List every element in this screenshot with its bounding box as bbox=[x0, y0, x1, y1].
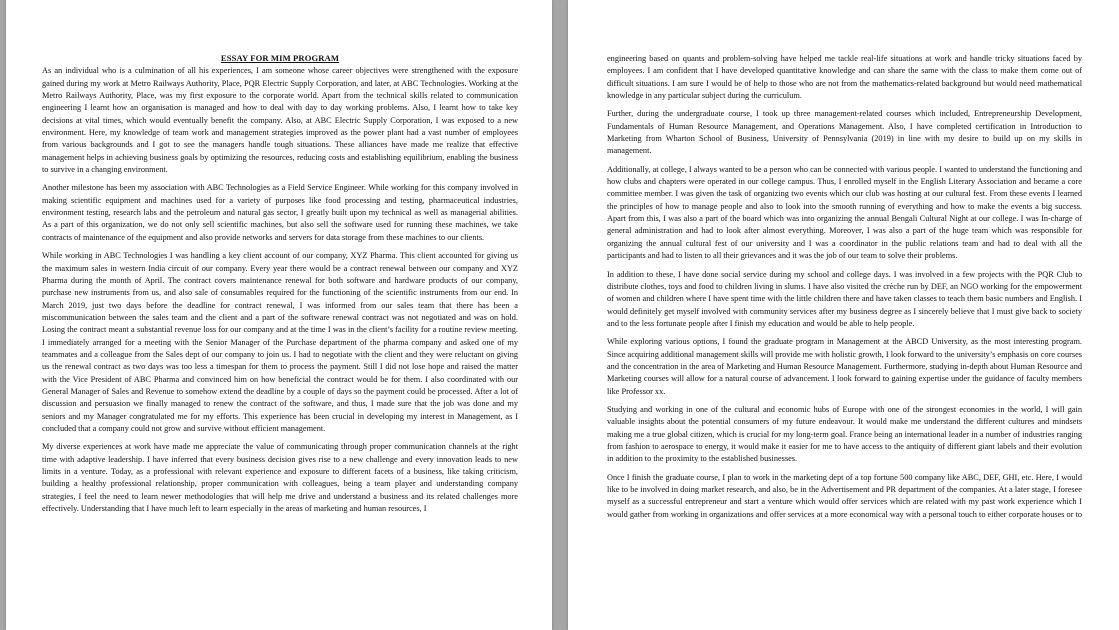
page-content-left bbox=[42, 52, 518, 521]
paragraph: My diverse experiences at work have made me appreciate the value of communicating through proper communication channels at the right time with adaptive leadership. I have inferred that every business decision gives rise to a new challenge and every innovation leads to new limits in a venture. Today, as a professional with relevant experience and exposure to different facets of a business, like taking criticism, building a healthy professional relationship, proper communication with colleagues, being a team player and understanding company strategies, I feel the need to learn newer methodologies that will help me drive and understand a business and its related challenges more effectively. Understanding that I have much left to learn especially in the areas of marketing and human resources, I bbox=[42, 442, 518, 514]
paragraph: Studying and working in one of the cultural and economic hubs of Europe with one of the strongest economies in the world, I will gain valuable insights about the potential consumers of my future endeavour. It would make me understand the different cultures and mindsets making me a true global citizen, which is crucial for my long-term goal. France being an international leader in a number of industries ranging from fashion to aerospace to energy, it would make it easier for me to have access to the antiquity of different giant labels and their evolution in addition to the proximity to the established businesses. bbox=[607, 404, 1082, 464]
paragraph: engineering based on quants and problem-solving have helped me tackle real-life situations at work and handle tricky situations faced by employees. I am confident that I have developed quantitative knowledge and can share the same with the class to make them come out of difficult situations. I am sure I would be of help to those who are not from the mathematics-related background but would need mathematical knowledge in any particular subject during the curriculum. bbox=[607, 54, 1082, 101]
document-page-left bbox=[6, 0, 552, 630]
paragraph: In addition to these, I have done social service during my school and college days. I was involved in a few projects with the PQR Club to distribute clothes, toys and food to children living in slums. I have also visited the crèche run by DEF, an NGO working for the empowerment of women and children where I have spent time with the little children there and have taken classes to teach them basic numbers and English. I would definitely get myself involved with community services after my business degree as I sincerely believe that I must give back to society and to the less fortunate people after I finish my education and would be able to help people. bbox=[607, 269, 1082, 328]
document-page-right bbox=[568, 0, 1119, 630]
page-content-right bbox=[607, 53, 1082, 527]
essay-title: ESSAY FOR MIM PROGRAM bbox=[220, 53, 340, 63]
paragraph: As an individual who is a culmination of all his experiences, I am someone whose career objectives were strengthened with the exposure gained during my work at Metro Railways Authority, Place, PQR Electric Supply Corporation, and later, at ABC Technologies. Working at the Metro Railways Authority, Place, was my first exposure to the corporate world. Apart from the technical skills related to communication engineering I learnt how an organisation is managed and how to deal with day to day working problems. Also, I learnt how to take key decisions at vital times, which would eventually benefit the company. Also, at ABC Electric Supply Corporation, I was exposed to a new environment. Here, my knowledge of team work and management strategies improved as the power plant had a vast number of employees from various backgrounds and I got to see the managers handle tough situations. These alliances have made me realize that effective management helps in achieving business goals by optimizing the resources, reducing costs and establishing equilibrium, enabling the business to survive in a changing environment. bbox=[42, 66, 518, 175]
paragraph: Additionally, at college, I always wanted to be a person who can be connected with various people. I wanted to understand the functioning and how clubs and chapters were operated in our college campus. Thus, I enrolled myself in the English Literary Association and became a core committee member. I was given the task of organizing two events which our club was hosting at our cultural fest. From these events I learned the principles of how to manage people and also to look into the smooth running of everything and how to make the events a big success. Apart from this, I was also a part of the board which was into organizing the annual Bengali Cultural Night at our college. I was In-charge of general administration and had to look after almost everything. Moreover, I was also a part of the huge team which was responsible for organizing the annual cultural fest of our university and I was a coordinator in the public relations team and had to deal with all the participants and had to listen to all their grievances and it was the job of our team to solve their problems. bbox=[607, 164, 1082, 261]
paragraph: Another milestone has been my association with ABC Technologies as a Field Service Engineer. While working for this company involved in making scientific equipment and machines used for a variety of purposes like food processing and testing, pharmaceutical industries, environment testing, research labs and the petroleum and natural gas sector, I greatly built upon my technical as well as managerial abilities. As a part of this organization, we do not only sell scientific machines, but also sell the software used for running these machines, we take contracts of maintenance of the equipment and also provide networks and servers for data storage from these machines to our clients. bbox=[42, 183, 518, 242]
paragraph: While exploring various options, I found the graduate program in Management at the ABCD University, as the most interesting program. Since acquiring additional management skills will provide me with holistic growth, I look forward to the university’s emphasis on core courses and the concentration in the area of Marketing and Human Resource Management. Furthermore, studying in-depth about Human Resource and Marketing courses will allow for a natural course of advancement. I look forward to gaining expertise under the guidance of faculty members like Professor xx. bbox=[607, 337, 1082, 396]
paragraph: While working in ABC Technologies I was handling a key client account of our company, XYZ Pharma. This client accounted for giving us the maximum sales in western India circuit of our company. Every year there would be a contract renewal between our company and XYZ Pharma during the month of April. The contract covers maintenance renewal for both software and hardware products of our company, purchase new instruments from us, and also sale of consumables required for the functioning of the scientific instruments from our end. In March 2019, just two days before the deadline for contract renewal, I was informed from our sales team that there has been a miscommunication between the sales team and the client and a part of the software renewal contract was not negotiated and was on hold. Losing the contract meant a substantial revenue loss for our company and at the time I was in the client’s facility for a routine review meeting. I immediately arranged for a meeting with the Senior Manager of the Purchase department of the pharma company and asked one of my teammates and a colleague from the Sales dept of our company to join us. I had to negotiate with the client and they were reluctant on giving us the renewal contract as two days was too less a timespan for them to process the payment. Still I did not lose hope and raised the matter with the Vice President of ABC Pharma and convinced him on how beneficial the contract would be for them. I also coordinated with our General Manager of Sales and Revenue to somehow extend the deadline by a couple of days so the payment could be processed. After a lot of discussion and persuasion we finally managed to renew the contract of the software, and thus, I made sure that the job was done and my seniors and my Manager congratulated me for my efforts. This experience has been crucial in developing my interest in Management, as I concluded that a company could not grow and survive without efficient management. bbox=[42, 251, 518, 433]
paragraph: Further, during the undergraduate course, I took up three management-related courses which included, Entrepreneurship Development, Fundamentals of Human Resource Management, and Operations Management. Also, I have completed certification in Introduction to Marketing from Wharton School of Business, University of Pennsylvania (2019) in line with my desire to build up on my skills in management. bbox=[607, 109, 1082, 156]
paragraph: Once I finish the graduate course, I plan to work in the marketing dept of a top fortune 500 company like ABC, DEF, GHI, etc. Here, I would like to be involved in doing market research, and also, be in the Advertisement and PR department of the companies. At a later stage, I foresee myself as a successful entrepreneur and start a venture which would offer services which are related with my past work experience which I would gather from working in organizations and offer services at a more economical way with a personal touch to either corporate houses or to bbox=[607, 472, 1083, 519]
